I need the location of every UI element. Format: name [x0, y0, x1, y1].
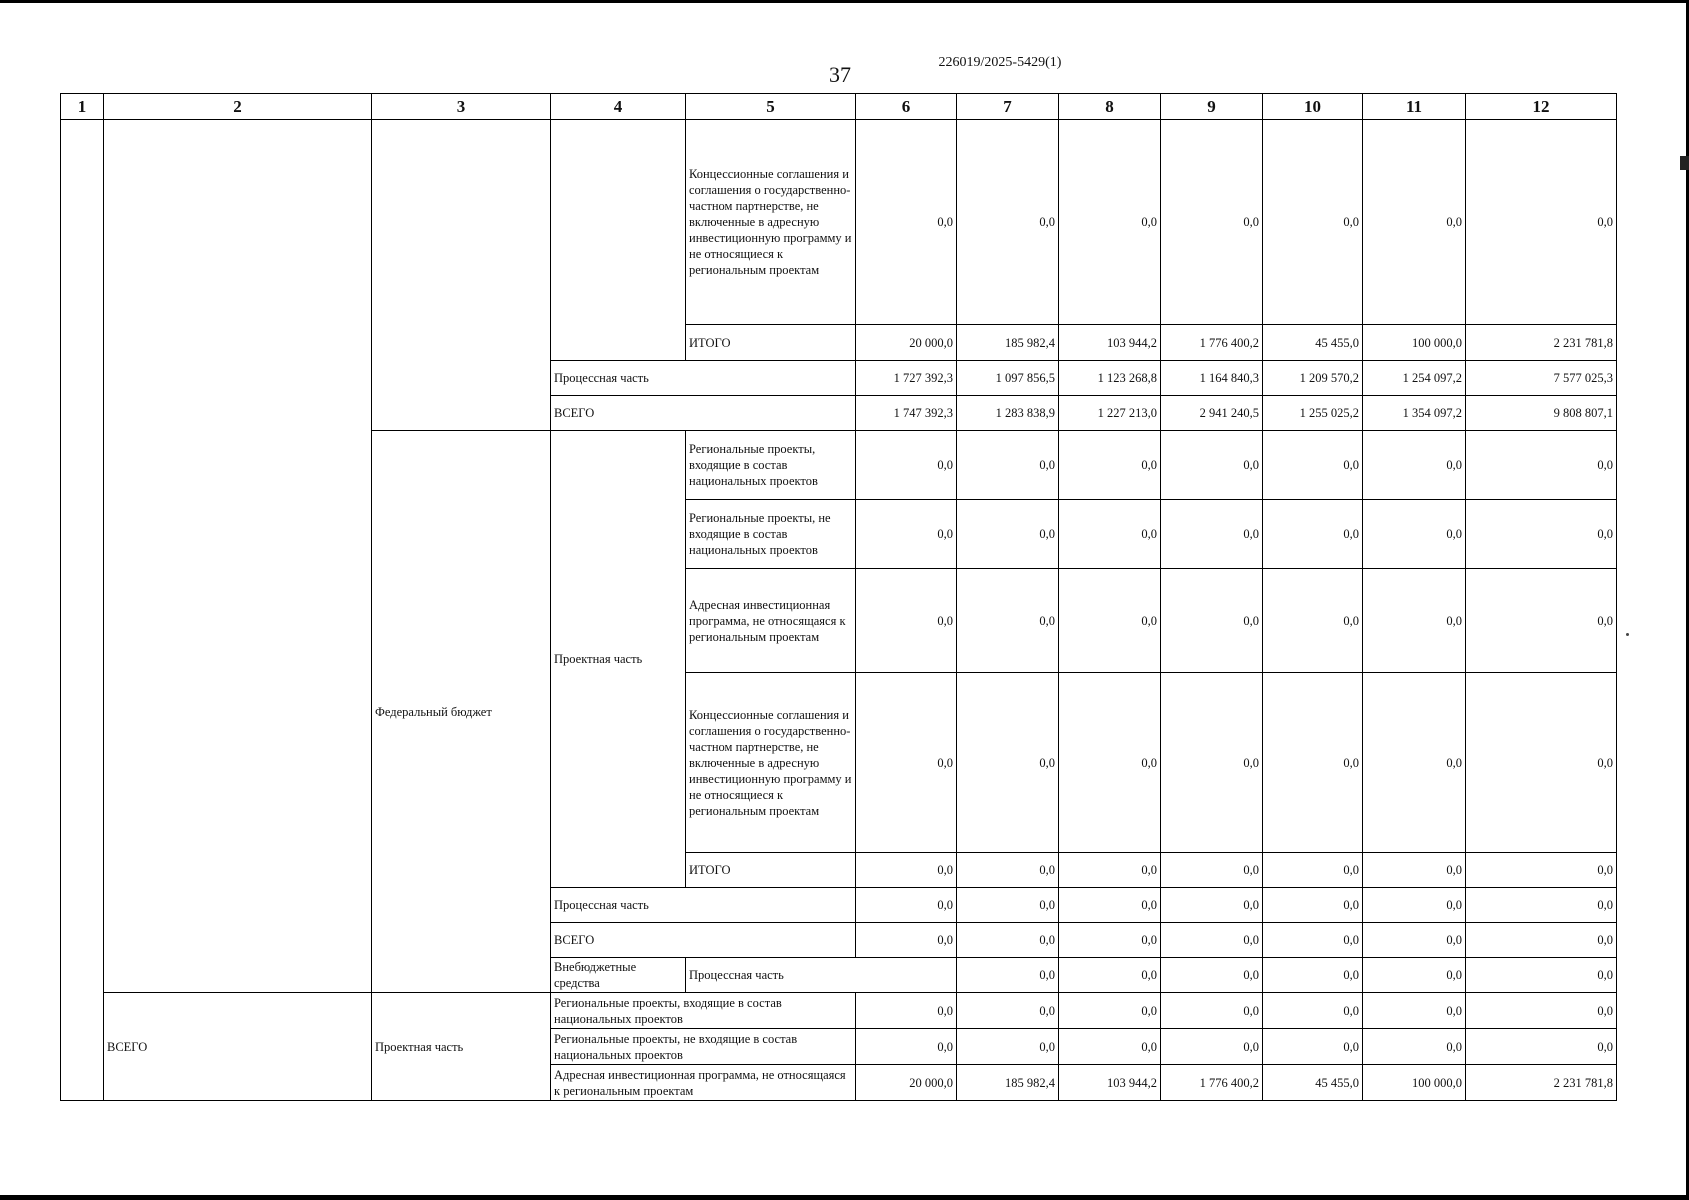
value-cell: 0,0 [856, 500, 957, 569]
scan-edge-bottom [0, 1195, 1689, 1200]
value-cell: 0,0 [1161, 431, 1263, 500]
value-cell: 0,0 [1363, 993, 1466, 1029]
value-cell: 0,0 [1263, 500, 1363, 569]
value-cell: 0,0 [856, 569, 957, 673]
value-cell: 1 123 268,8 [1059, 361, 1161, 396]
value-cell: 0,0 [1059, 120, 1161, 325]
value-cell: 0,0 [1161, 120, 1263, 325]
table-row [61, 120, 1617, 325]
value-cell: 0,0 [1263, 888, 1363, 923]
value-cell: 0,0 [1363, 431, 1466, 500]
value-cell: 0,0 [1363, 853, 1466, 888]
value-cell: 0,0 [1263, 569, 1363, 673]
row-group-label: Внебюджетные средства [551, 958, 686, 993]
value-cell: 103 944,2 [1059, 325, 1161, 361]
value-cell: 185 982,4 [957, 1065, 1059, 1101]
value-cell: 0,0 [1059, 888, 1161, 923]
value-cell: 2 231 781,8 [1466, 1065, 1617, 1101]
value-cell: 0,0 [856, 1029, 957, 1065]
value-cell: 1 164 840,3 [1161, 361, 1263, 396]
cell-col1 [61, 120, 104, 1101]
value-cell: 0,0 [1263, 993, 1363, 1029]
value-cell: 0,0 [1363, 673, 1466, 853]
column-header: 4 [551, 94, 686, 120]
value-cell: 0,0 [856, 853, 957, 888]
value-cell: 0,0 [1263, 853, 1363, 888]
header-row [61, 94, 1617, 120]
value-cell: 0,0 [1161, 958, 1263, 993]
value-cell: 0,0 [1161, 673, 1263, 853]
value-cell: 0,0 [856, 673, 957, 853]
row-label: Региональные проекты, входящие в состав национальных проектов [551, 993, 856, 1029]
value-cell: 1 255 025,2 [1263, 396, 1363, 431]
value-cell: 0,0 [957, 958, 1059, 993]
value-cell: 100 000,0 [1363, 325, 1466, 361]
value-cell: 2 941 240,5 [1161, 396, 1263, 431]
scan-edge-mark [1680, 156, 1689, 170]
value-cell: 1 209 570,2 [1263, 361, 1363, 396]
column-header: 2 [104, 94, 372, 120]
value-cell: 0,0 [957, 500, 1059, 569]
scan-edge-top [0, 0, 1689, 3]
value-cell: 45 455,0 [1263, 325, 1363, 361]
value-cell: 0,0 [1466, 1029, 1617, 1065]
value-cell: 0,0 [957, 888, 1059, 923]
value-cell: 1 747 392,3 [856, 396, 957, 431]
row-label: Региональные проекты, не входящие в состав национальных проектов [686, 500, 856, 569]
row-label: ИТОГО [686, 325, 856, 361]
value-cell: 0,0 [1263, 958, 1363, 993]
value-cell: 185 982,4 [957, 325, 1059, 361]
column-header: 9 [1161, 94, 1263, 120]
value-cell: 0,0 [1161, 569, 1263, 673]
value-cell: 0,0 [1466, 993, 1617, 1029]
column-header: 1 [61, 94, 104, 120]
row-group-label: Проектная часть [372, 993, 551, 1101]
value-cell: 1 776 400,2 [1161, 1065, 1263, 1101]
value-cell: 0,0 [957, 673, 1059, 853]
value-cell: 0,0 [1059, 993, 1161, 1029]
value-cell: 103 944,2 [1059, 1065, 1161, 1101]
value-cell: 20 000,0 [856, 1065, 957, 1101]
value-cell: 0,0 [1263, 431, 1363, 500]
value-cell: 0,0 [1363, 923, 1466, 958]
value-cell: 0,0 [957, 569, 1059, 673]
column-header: 5 [686, 94, 856, 120]
column-header: 7 [957, 94, 1059, 120]
value-cell: 0,0 [1363, 569, 1466, 673]
row-label: Адресная инвестиционная программа, не относящаяся к региональным проектам [551, 1065, 856, 1101]
value-cell: 0,0 [1059, 569, 1161, 673]
column-header: 12 [1466, 94, 1617, 120]
value-cell: 1 227 213,0 [1059, 396, 1161, 431]
row-label: Концессионные соглашения и соглашения о государственно-частном партнерстве, не включенные в адресную инвестиционную программу и не относящиеся к региональным проектам [686, 120, 856, 325]
value-cell: 0,0 [1059, 673, 1161, 853]
value-cell: 0,0 [1466, 500, 1617, 569]
column-header: 11 [1363, 94, 1466, 120]
row-label: Концессионные соглашения и соглашения о государственно-частном партнерстве, не включенные в адресную инвестиционную программу и не относящиеся к региональным проектам [686, 673, 856, 853]
value-cell: 0,0 [957, 853, 1059, 888]
page-number: 37 [829, 62, 851, 87]
value-cell: 1 776 400,2 [1161, 325, 1263, 361]
value-cell: 0,0 [1161, 1029, 1263, 1065]
value-cell: 1 254 097,2 [1363, 361, 1466, 396]
column-header: 8 [1059, 94, 1161, 120]
row-label: Процессная часть [551, 361, 856, 396]
row-label: Региональные проекты, входящие в состав национальных проектов [686, 431, 856, 500]
value-cell: 1 283 838,9 [957, 396, 1059, 431]
cell-col4 [551, 120, 686, 361]
value-cell: 0,0 [1161, 853, 1263, 888]
value-cell: 0,0 [1466, 923, 1617, 958]
value-cell: 0,0 [1466, 569, 1617, 673]
row-label: ВСЕГО [551, 923, 856, 958]
value-cell: 0,0 [856, 923, 957, 958]
row-label: Региональные проекты, не входящие в состав национальных проектов [551, 1029, 856, 1065]
value-cell: 0,0 [856, 431, 957, 500]
value-cell: 0,0 [1363, 500, 1466, 569]
row-label: Процессная часть [551, 888, 856, 923]
value-cell: 0,0 [856, 120, 957, 325]
table-row [61, 993, 1617, 1029]
cell-col2 [104, 120, 372, 993]
value-cell: 0,0 [1161, 500, 1263, 569]
value-cell: 0,0 [1263, 120, 1363, 325]
column-header: 6 [856, 94, 957, 120]
value-cell: 7 577 025,3 [1466, 361, 1617, 396]
value-cell: 20 000,0 [856, 325, 957, 361]
value-cell: 0,0 [1363, 1029, 1466, 1065]
value-cell: 0,0 [1161, 923, 1263, 958]
value-cell: 1 097 856,5 [957, 361, 1059, 396]
row-group-label: Проектная часть [551, 431, 686, 888]
value-cell: 0,0 [1263, 1029, 1363, 1065]
row-label: Адресная инвестиционная программа, не относящаяся к региональным проектам [686, 569, 856, 673]
value-cell: 0,0 [957, 120, 1059, 325]
value-cell: 0,0 [1059, 1029, 1161, 1065]
value-cell: 0,0 [957, 431, 1059, 500]
value-cell: 0,0 [1161, 993, 1263, 1029]
value-cell: 9 808 807,1 [1466, 396, 1617, 431]
value-cell: 0,0 [1466, 120, 1617, 325]
value-cell: 0,0 [1059, 500, 1161, 569]
scan-speck [1626, 633, 1629, 636]
value-cell: 0,0 [1161, 888, 1263, 923]
value-cell: 0,0 [1466, 673, 1617, 853]
value-cell: 0,0 [1263, 673, 1363, 853]
value-cell: 0,0 [1059, 431, 1161, 500]
value-cell: 0,0 [1466, 431, 1617, 500]
value-cell: 0,0 [1466, 958, 1617, 993]
row-group-label: Федеральный бюджет [372, 431, 551, 993]
row-label: Процессная часть [686, 958, 957, 993]
value-cell: 0,0 [1363, 888, 1466, 923]
value-cell: 0,0 [1363, 958, 1466, 993]
value-cell: 0,0 [1059, 958, 1161, 993]
row-group-label: ВСЕГО [104, 993, 372, 1101]
value-cell: 45 455,0 [1263, 1065, 1363, 1101]
value-cell: 0,0 [957, 923, 1059, 958]
value-cell: 0,0 [1466, 853, 1617, 888]
value-cell: 0,0 [856, 993, 957, 1029]
value-cell: 0,0 [1059, 853, 1161, 888]
value-cell: 2 231 781,8 [1466, 325, 1617, 361]
cell-col3 [372, 120, 551, 431]
value-cell: 100 000,0 [1363, 1065, 1466, 1101]
value-cell: 0,0 [1263, 923, 1363, 958]
value-cell: 0,0 [1363, 120, 1466, 325]
document-id: 226019/2025-5429(1) [938, 55, 1062, 70]
value-cell: 1 727 392,3 [856, 361, 957, 396]
value-cell: 1 354 097,2 [1363, 396, 1466, 431]
value-cell: 0,0 [957, 993, 1059, 1029]
value-cell: 0,0 [1059, 923, 1161, 958]
column-header: 3 [372, 94, 551, 120]
column-header: 10 [1263, 94, 1363, 120]
row-label: ИТОГО [686, 853, 856, 888]
value-cell: 0,0 [957, 1029, 1059, 1065]
value-cell: 0,0 [856, 888, 957, 923]
budget-table [60, 93, 1617, 1101]
value-cell: 0,0 [1466, 888, 1617, 923]
row-label: ВСЕГО [551, 396, 856, 431]
